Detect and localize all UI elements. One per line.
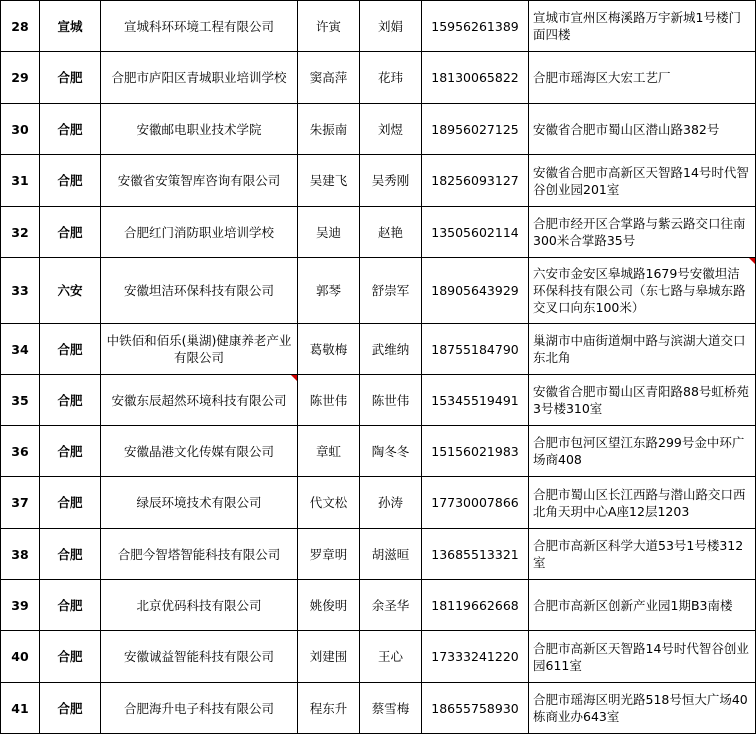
address-cell: 合肥市高新区天智路14号时代智谷创业园611室: [529, 631, 756, 683]
contact-secondary-cell: 王心: [360, 631, 422, 683]
contact-primary-cell: 葛敬梅: [298, 324, 360, 375]
table-row: [1, 258, 756, 324]
contact-secondary-cell: 刘煜: [360, 104, 422, 155]
table-row: [1, 52, 756, 104]
phone-cell: 13505602114: [422, 207, 529, 258]
phone-cell: 15345519491: [422, 375, 529, 426]
address-cell: 合肥市包河区望江东路299号金中环广场商408: [529, 426, 756, 477]
contact-primary-cell: 程东升: [298, 683, 360, 734]
table-row: [1, 1, 756, 52]
row-number-cell: 34: [1, 324, 40, 375]
address-cell: 安徽省合肥市蜀山区潜山路382号: [529, 104, 756, 155]
table-row: [1, 683, 756, 734]
city-cell: 合肥: [40, 426, 101, 477]
phone-cell: 17730007866: [422, 477, 529, 529]
contact-secondary-cell: 赵艳: [360, 207, 422, 258]
address-cell: 安徽省合肥市蜀山区青阳路88号虹桥苑3号楼310室: [529, 375, 756, 426]
city-cell: 宣城: [40, 1, 101, 52]
phone-cell: 15156021983: [422, 426, 529, 477]
row-number-cell: 37: [1, 477, 40, 529]
phone-cell: 18130065822: [422, 52, 529, 104]
city-cell: 合肥: [40, 155, 101, 207]
phone-cell: 18256093127: [422, 155, 529, 207]
table-row: [1, 104, 756, 155]
address-cell: 合肥市蜀山区长江西路与潜山路交口西北角天玥中心A座12层1203: [529, 477, 756, 529]
address-cell: 合肥市瑶海区明光路518号恒大广场40栋商业办643室: [529, 683, 756, 734]
table-row: [1, 426, 756, 477]
contact-primary-cell: 代文松: [298, 477, 360, 529]
phone-cell: 13685513321: [422, 529, 529, 580]
row-number-cell: 40: [1, 631, 40, 683]
organization-cell: [101, 375, 298, 426]
address-cell: 合肥市瑶海区大宏工艺厂: [529, 52, 756, 104]
city-cell: 合肥: [40, 375, 101, 426]
row-number-cell: 31: [1, 155, 40, 207]
organization-cell: 安徽坦洁环保科技有限公司: [101, 258, 298, 324]
row-number-cell: 33: [1, 258, 40, 324]
table-row: [1, 529, 756, 580]
organization-cell: 宣城科环环境工程有限公司: [101, 1, 298, 52]
table-row: [1, 375, 756, 426]
city-cell: 合肥: [40, 52, 101, 104]
contact-primary-cell: 陈世伟: [298, 375, 360, 426]
contact-primary-cell: 姚俊明: [298, 580, 360, 631]
phone-cell: 18905643929: [422, 258, 529, 324]
contact-secondary-cell: 孙涛: [360, 477, 422, 529]
organization-cell: 合肥市庐阳区青城职业培训学校: [101, 52, 298, 104]
contact-primary-cell: 吴建飞: [298, 155, 360, 207]
contact-primary-cell: 郭琴: [298, 258, 360, 324]
organization-cell: 中铁佰和佰乐(巢湖)健康养老产业有限公司: [101, 324, 298, 375]
row-number-cell: 28: [1, 1, 40, 52]
phone-cell: 18755184790: [422, 324, 529, 375]
phone-cell: 17333241220: [422, 631, 529, 683]
contact-primary-cell: 罗章明: [298, 529, 360, 580]
contact-primary-cell: 许寅: [298, 1, 360, 52]
address-cell: 合肥市高新区创新产业园1期B3南楼: [529, 580, 756, 631]
table-row: [1, 477, 756, 529]
contact-secondary-cell: 陶冬冬: [360, 426, 422, 477]
table-row: [1, 155, 756, 207]
organization-cell: 合肥海升电子科技有限公司: [101, 683, 298, 734]
contact-secondary-cell: 花玮: [360, 52, 422, 104]
row-number-cell: 38: [1, 529, 40, 580]
organization-cell: 绿辰环境技术有限公司: [101, 477, 298, 529]
row-number-cell: 30: [1, 104, 40, 155]
address-cell: 合肥市经开区合掌路与紫云路交口往南300米合掌路35号: [529, 207, 756, 258]
contact-secondary-cell: 胡滋晅: [360, 529, 422, 580]
city-cell: 合肥: [40, 683, 101, 734]
contact-secondary-cell: 吴秀刚: [360, 155, 422, 207]
city-cell: 六安: [40, 258, 101, 324]
comment-marker: [749, 258, 755, 264]
row-number-cell: 35: [1, 375, 40, 426]
contact-secondary-cell: 蔡雪梅: [360, 683, 422, 734]
address-cell: [529, 258, 756, 324]
organization-cell: 安徽晶港文化传媒有限公司: [101, 426, 298, 477]
contact-primary-cell: 刘建围: [298, 631, 360, 683]
city-cell: 合肥: [40, 104, 101, 155]
city-cell: 合肥: [40, 324, 101, 375]
phone-cell: 18119662668: [422, 580, 529, 631]
city-cell: 合肥: [40, 207, 101, 258]
table-row: [1, 324, 756, 375]
organization-cell: 北京优码科技有限公司: [101, 580, 298, 631]
address-cell: 合肥市高新区科学大道53号1号楼312室: [529, 529, 756, 580]
organization-cell: 安徽诚益智能科技有限公司: [101, 631, 298, 683]
city-cell: 合肥: [40, 529, 101, 580]
city-cell: 合肥: [40, 631, 101, 683]
address-text: 六安市金安区皋城路1679号安徽坦洁环保科技有限公司（东七路与皋城东路交叉口向东100米）: [533, 266, 746, 315]
contact-primary-cell: 章虹: [298, 426, 360, 477]
contact-primary-cell: 朱振南: [298, 104, 360, 155]
contact-primary-cell: 吴迪: [298, 207, 360, 258]
row-number-cell: 36: [1, 426, 40, 477]
organization-text: 安徽东辰超然环境科技有限公司: [111, 392, 287, 408]
comment-marker: [291, 375, 297, 381]
city-cell: 合肥: [40, 477, 101, 529]
address-cell: 安徽省合肥市高新区天智路14号时代智谷创业园201室: [529, 155, 756, 207]
contact-secondary-cell: 舒崇军: [360, 258, 422, 324]
contact-secondary-cell: 陈世伟: [360, 375, 422, 426]
table-row: [1, 631, 756, 683]
row-number-cell: 32: [1, 207, 40, 258]
table-row: [1, 207, 756, 258]
address-cell: 宣城市宣州区梅溪路万宇新城1号楼门面四楼: [529, 1, 756, 52]
row-number-cell: 41: [1, 683, 40, 734]
contact-secondary-cell: 武维纳: [360, 324, 422, 375]
organization-cell: 安徽省安策智库咨询有限公司: [101, 155, 298, 207]
address-cell: 巢湖市中庙街道炯中路与滨湖大道交口东北角: [529, 324, 756, 375]
organization-cell: 安徽邮电职业技术学院: [101, 104, 298, 155]
phone-cell: 15956261389: [422, 1, 529, 52]
city-cell: 合肥: [40, 580, 101, 631]
contact-secondary-cell: 刘娟: [360, 1, 422, 52]
phone-cell: 18956027125: [422, 104, 529, 155]
phone-cell: 18655758930: [422, 683, 529, 734]
row-number-cell: 29: [1, 52, 40, 104]
row-number-cell: 39: [1, 580, 40, 631]
organization-cell: 合肥今智塔智能科技有限公司: [101, 529, 298, 580]
table-row: [1, 580, 756, 631]
organization-cell: 合肥红门消防职业培训学校: [101, 207, 298, 258]
contact-primary-cell: 窦高萍: [298, 52, 360, 104]
contact-secondary-cell: 余圣华: [360, 580, 422, 631]
